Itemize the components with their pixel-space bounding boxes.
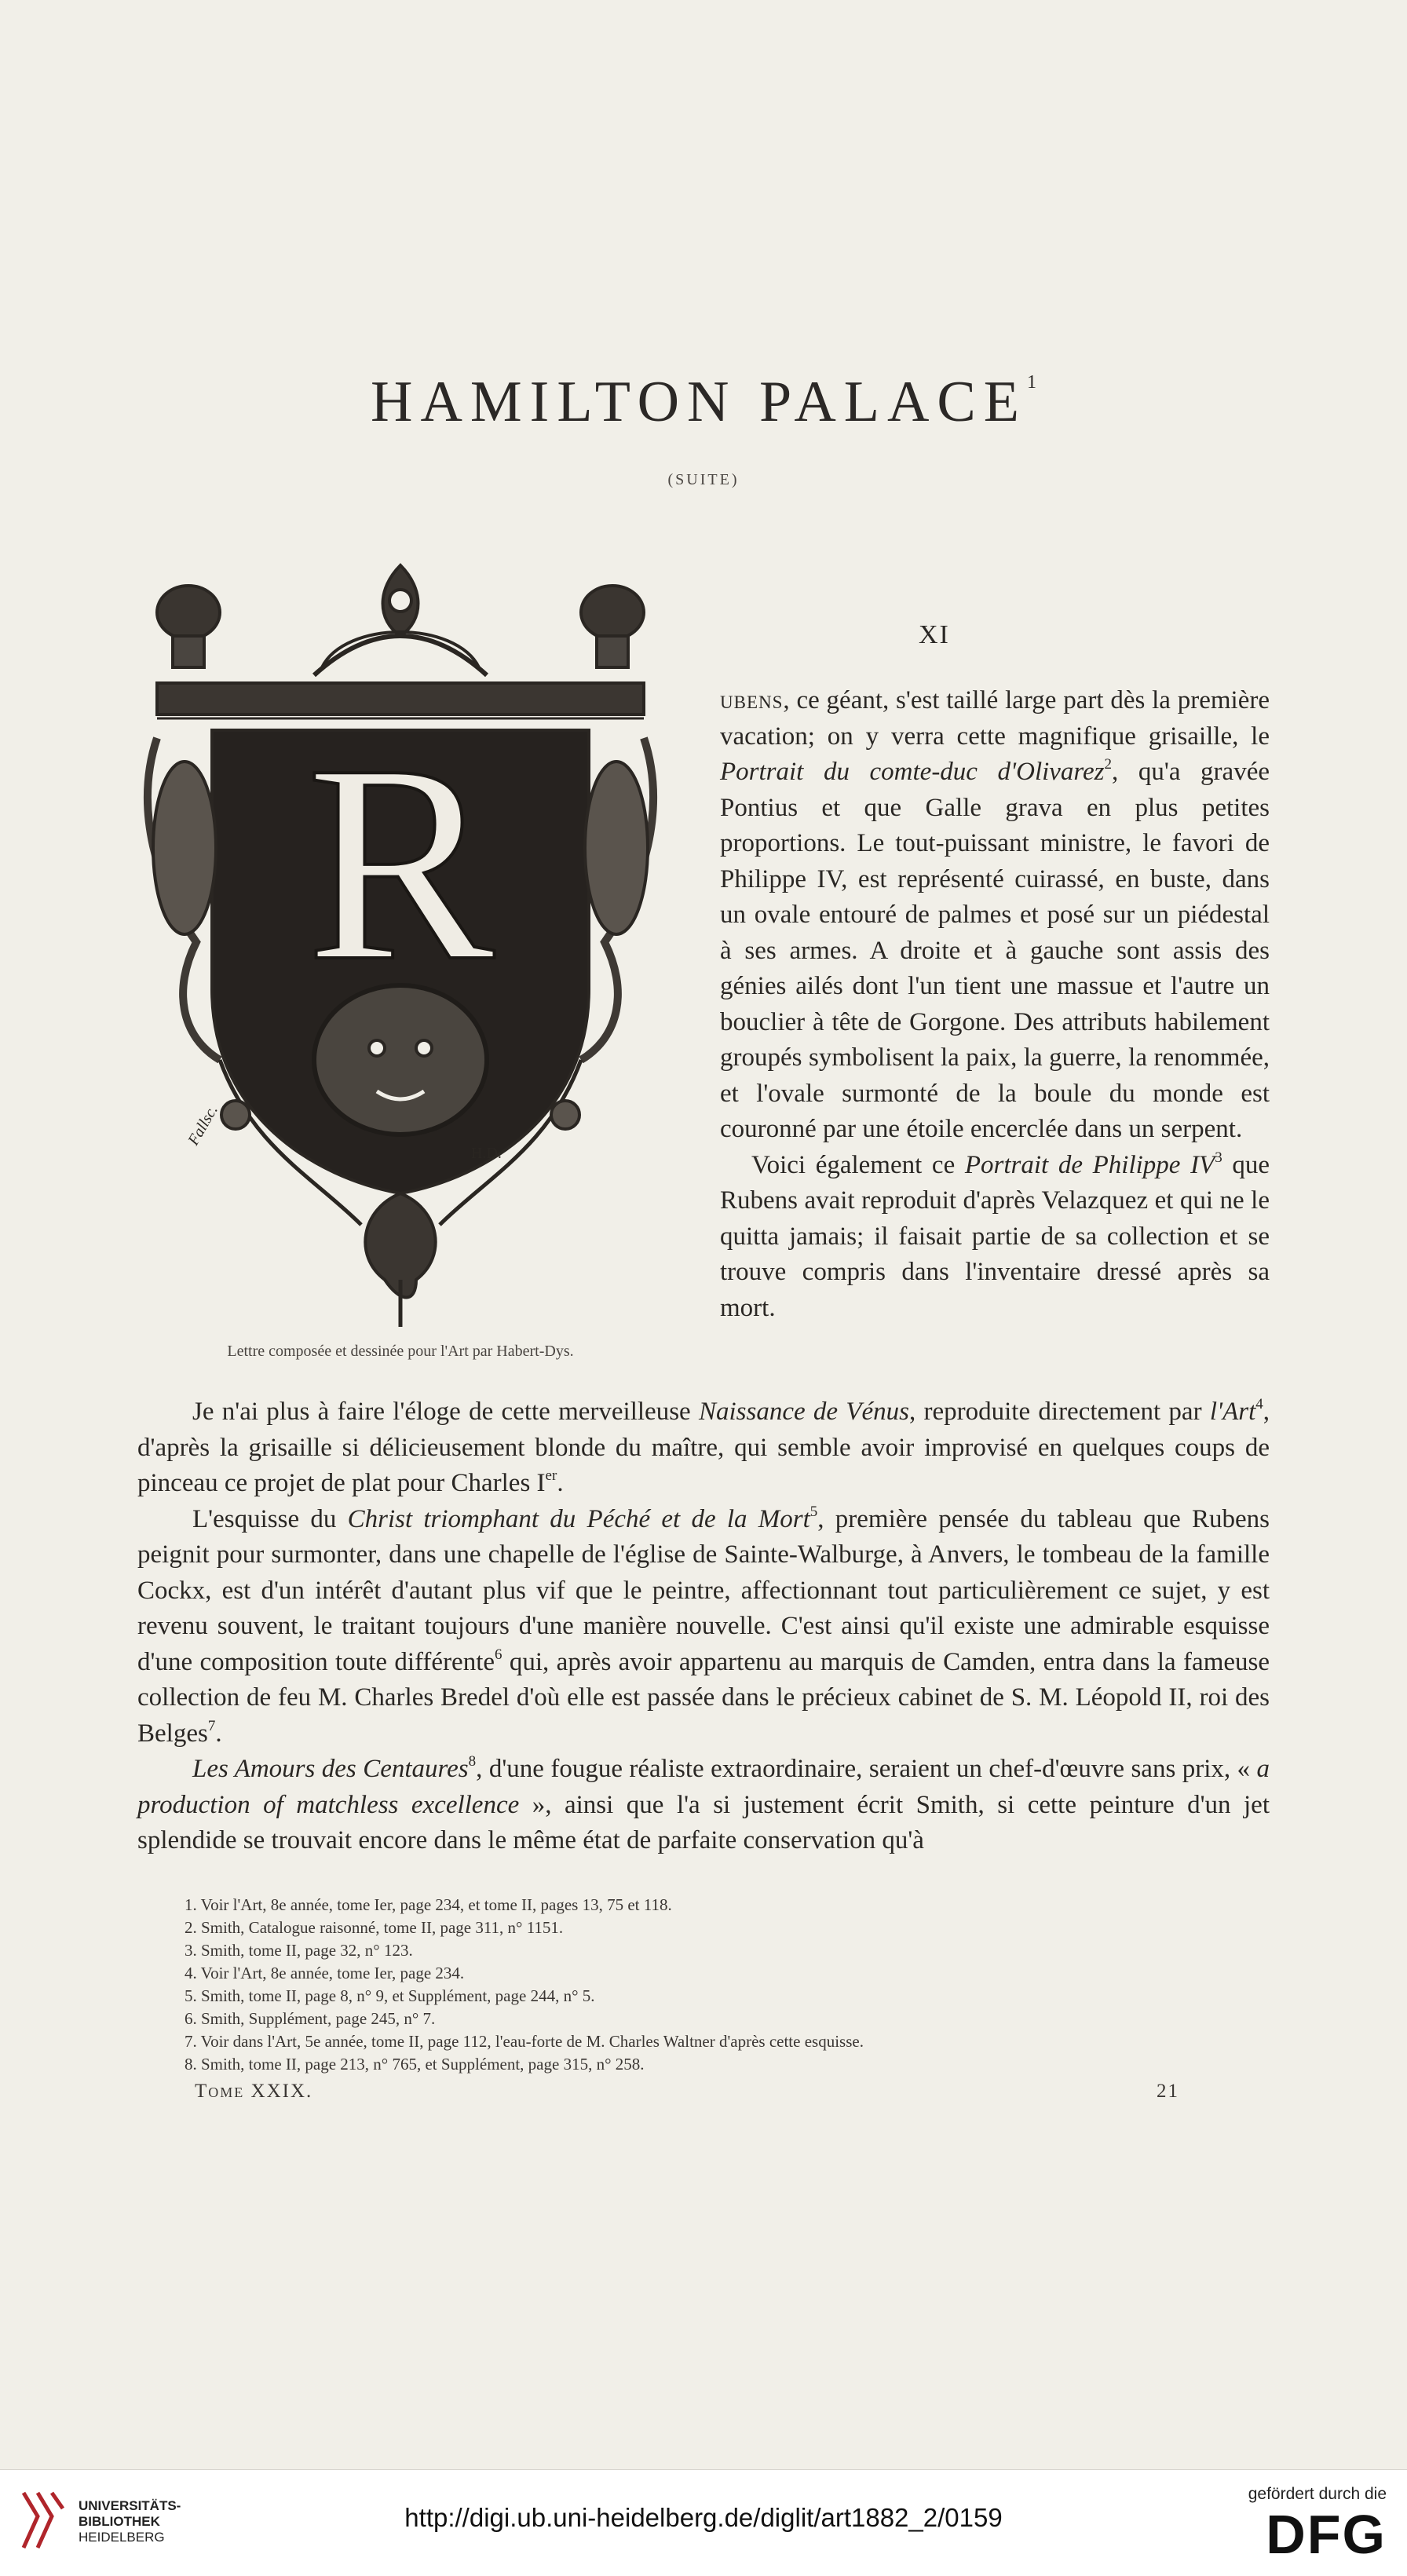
body-full-width	[137, 1394, 1270, 1859]
library-name-line: HEIDELBERG	[79, 2530, 165, 2545]
text: , qu'a gravée Pontius et que Galle grava en plus petites proportions. Le tout-puissant ministre, le favori de Philippe IV, est représenté cuirassé, en buste, dans un ovale entouré de palmes et posé sur un piédestal à ses armes. A droite et à gauche sont assis des génies ailés dont l'un tient une massue et l'autre un bouclier à tête de Gorgone. Des attributs habilement groupés symbolisent la paix, la guerre, la renommée, et l'ovale surmonté de la boule du monde est couronné par une étoile encerclée dans un serpent.	[720, 758, 1270, 1143]
footnote-ref: 6	[495, 1646, 502, 1663]
text: qui, après avoir appartenu au marquis de Camden, entra dans la fameuse collection de feu M. Charles Bredel d'où elle est passée dans le précieux cabinet de S. M. Léopold II, roi des Belges	[137, 1647, 1270, 1748]
text: Je n'ai plus à faire l'éloge de cette merveilleuse	[192, 1398, 699, 1426]
paragraph	[137, 1502, 1270, 1752]
text: , première pensée du tableau que Rubens peignit pour surmonter, dans une chapelle de l'église de Sainte-Walburge, à Anvers, le tombeau de la famille Cockx, est d'un intérêt d'autant plus vif que le peintre, affectionnant tout particulièrement ce sujet, y est revenu souvent, le traitant toujours d'une manière nouvelle. C'est ainsi qu'il existe une admirable esquisse d'une composition toute différente	[137, 1504, 1270, 1676]
text: , d'après la grisaille si délicieusement blonde du maître, qui semble avoir improvisé en quelques coups de pinceau ce projet de plat pour Charles I	[137, 1398, 1270, 1497]
journal-title: l'Art	[1209, 1398, 1256, 1426]
paragraph	[137, 1394, 1270, 1502]
text: , ce géant, s'est taillé large part dès la première vacation; on y verra cette magnifique grisaille, le	[720, 686, 1270, 751]
artwork-title: Christ triomphant du Péché et de la Mort	[347, 1504, 810, 1533]
footnote: 7. Voir dans l'Art, 5e année, tome II, page 112, l'eau-forte de M. Charles Waltner d'après cette esquisse.	[185, 2032, 864, 2051]
illustration-caption: Lettre composée et dessinée pour l'Art par Habert-Dys.	[227, 1343, 574, 1360]
dfg-logo[interactable]: DFG	[1266, 2504, 1387, 2565]
library-name-line: BIBLIOTHEK	[79, 2514, 160, 2529]
footnote-ref: 5	[809, 1503, 818, 1520]
footnote-ref: 8	[468, 1753, 477, 1770]
footnote-ref: 4	[1255, 1396, 1263, 1412]
text: que Rubens avait reproduit d'après Velazquez et qui ne le quitta jamais; il faisait partie de sa collection et se trouve compris dans l'inventaire dressé après sa mort.	[720, 1150, 1270, 1322]
ornament-letter: R	[305, 706, 495, 1019]
footnote-ref: 2	[1104, 756, 1113, 773]
library-name-line: UNIVERSITÄTS-	[79, 2498, 181, 2513]
artwork-title: Les Amours des Centaures	[192, 1755, 469, 1783]
text: , d'une fougue réaliste extraordinaire, seraient un chef-d'œuvre sans prix, «	[476, 1755, 1257, 1783]
section-number: XI	[919, 620, 950, 649]
engraver-monogram: Fallsc.	[185, 1102, 221, 1149]
dropcap-continuation: ubens	[720, 686, 784, 714]
text: L'esquisse du	[192, 1504, 348, 1533]
footnote: 2. Smith, Catalogue raisonné, tome II, page 311, n° 1151.	[185, 1918, 564, 1937]
paragraph	[720, 683, 1270, 1148]
article-title	[0, 369, 1407, 436]
ordinal-suffix: er	[545, 1467, 557, 1484]
footnote: 4. Voir l'Art, 8e année, tome Ier, page 234.	[185, 1964, 465, 1982]
title-text: HAMILTON PALACE	[371, 370, 1027, 434]
text: .	[215, 1719, 222, 1748]
footnote: 3. Smith, tome II, page 32, n° 123.	[185, 1941, 413, 1960]
quotation: a production of matchless excellence	[137, 1755, 1270, 1819]
sponsor-label: gefördert durch die	[1248, 2485, 1387, 2503]
text: », ainsi que l'a si justement écrit Smith, si cette peinture d'un jet splendide se trouvait encore dans le même état de parfaite conservation qu'à	[137, 1790, 1270, 1854]
text: Voici également ce	[751, 1150, 965, 1179]
text: .	[557, 1469, 564, 1497]
ornamental-letter-r-engraving	[126, 550, 675, 1335]
artwork-title: Naissance de Vénus	[698, 1398, 909, 1426]
footnote: 5. Smith, tome II, page 8, n° 9, et Supplément, page 244, n° 5.	[185, 1986, 595, 2005]
footnote-ref: 3	[1215, 1149, 1222, 1166]
footnotes	[185, 1894, 1268, 2076]
footnote: 6. Smith, Supplément, page 245, n° 7.	[185, 2009, 436, 2028]
artwork-title: Portrait de Philippe IV	[964, 1150, 1215, 1179]
paragraph	[720, 1148, 1270, 1327]
suite-label: (SUITE)	[667, 471, 740, 488]
designer-monogram: H.D.	[471, 1145, 502, 1162]
title-footnote-marker: 1	[1026, 372, 1036, 393]
volume-label: Tome XXIX.	[195, 2081, 313, 2102]
footnote: 1. Voir l'Art, 8e année, tome Ier, page 234, et tome II, pages 13, 75 et 118.	[185, 1895, 672, 1914]
text: , reproduite directement par	[908, 1398, 1210, 1426]
permalink-url[interactable]: http://digi.ub.uni-heidelberg.de/diglit/art1882_2/0159	[404, 2503, 1003, 2532]
body-column-right	[720, 683, 1270, 1326]
footnote: 8. Smith, tome II, page 213, n° 765, et Supplément, page 315, n° 258.	[185, 2055, 645, 2074]
paragraph	[137, 1752, 1270, 1859]
footnote-ref: 7	[207, 1717, 216, 1734]
page-number: 21	[1157, 2081, 1179, 2102]
artwork-title: Portrait du comte-duc d'Olivarez	[720, 758, 1105, 786]
